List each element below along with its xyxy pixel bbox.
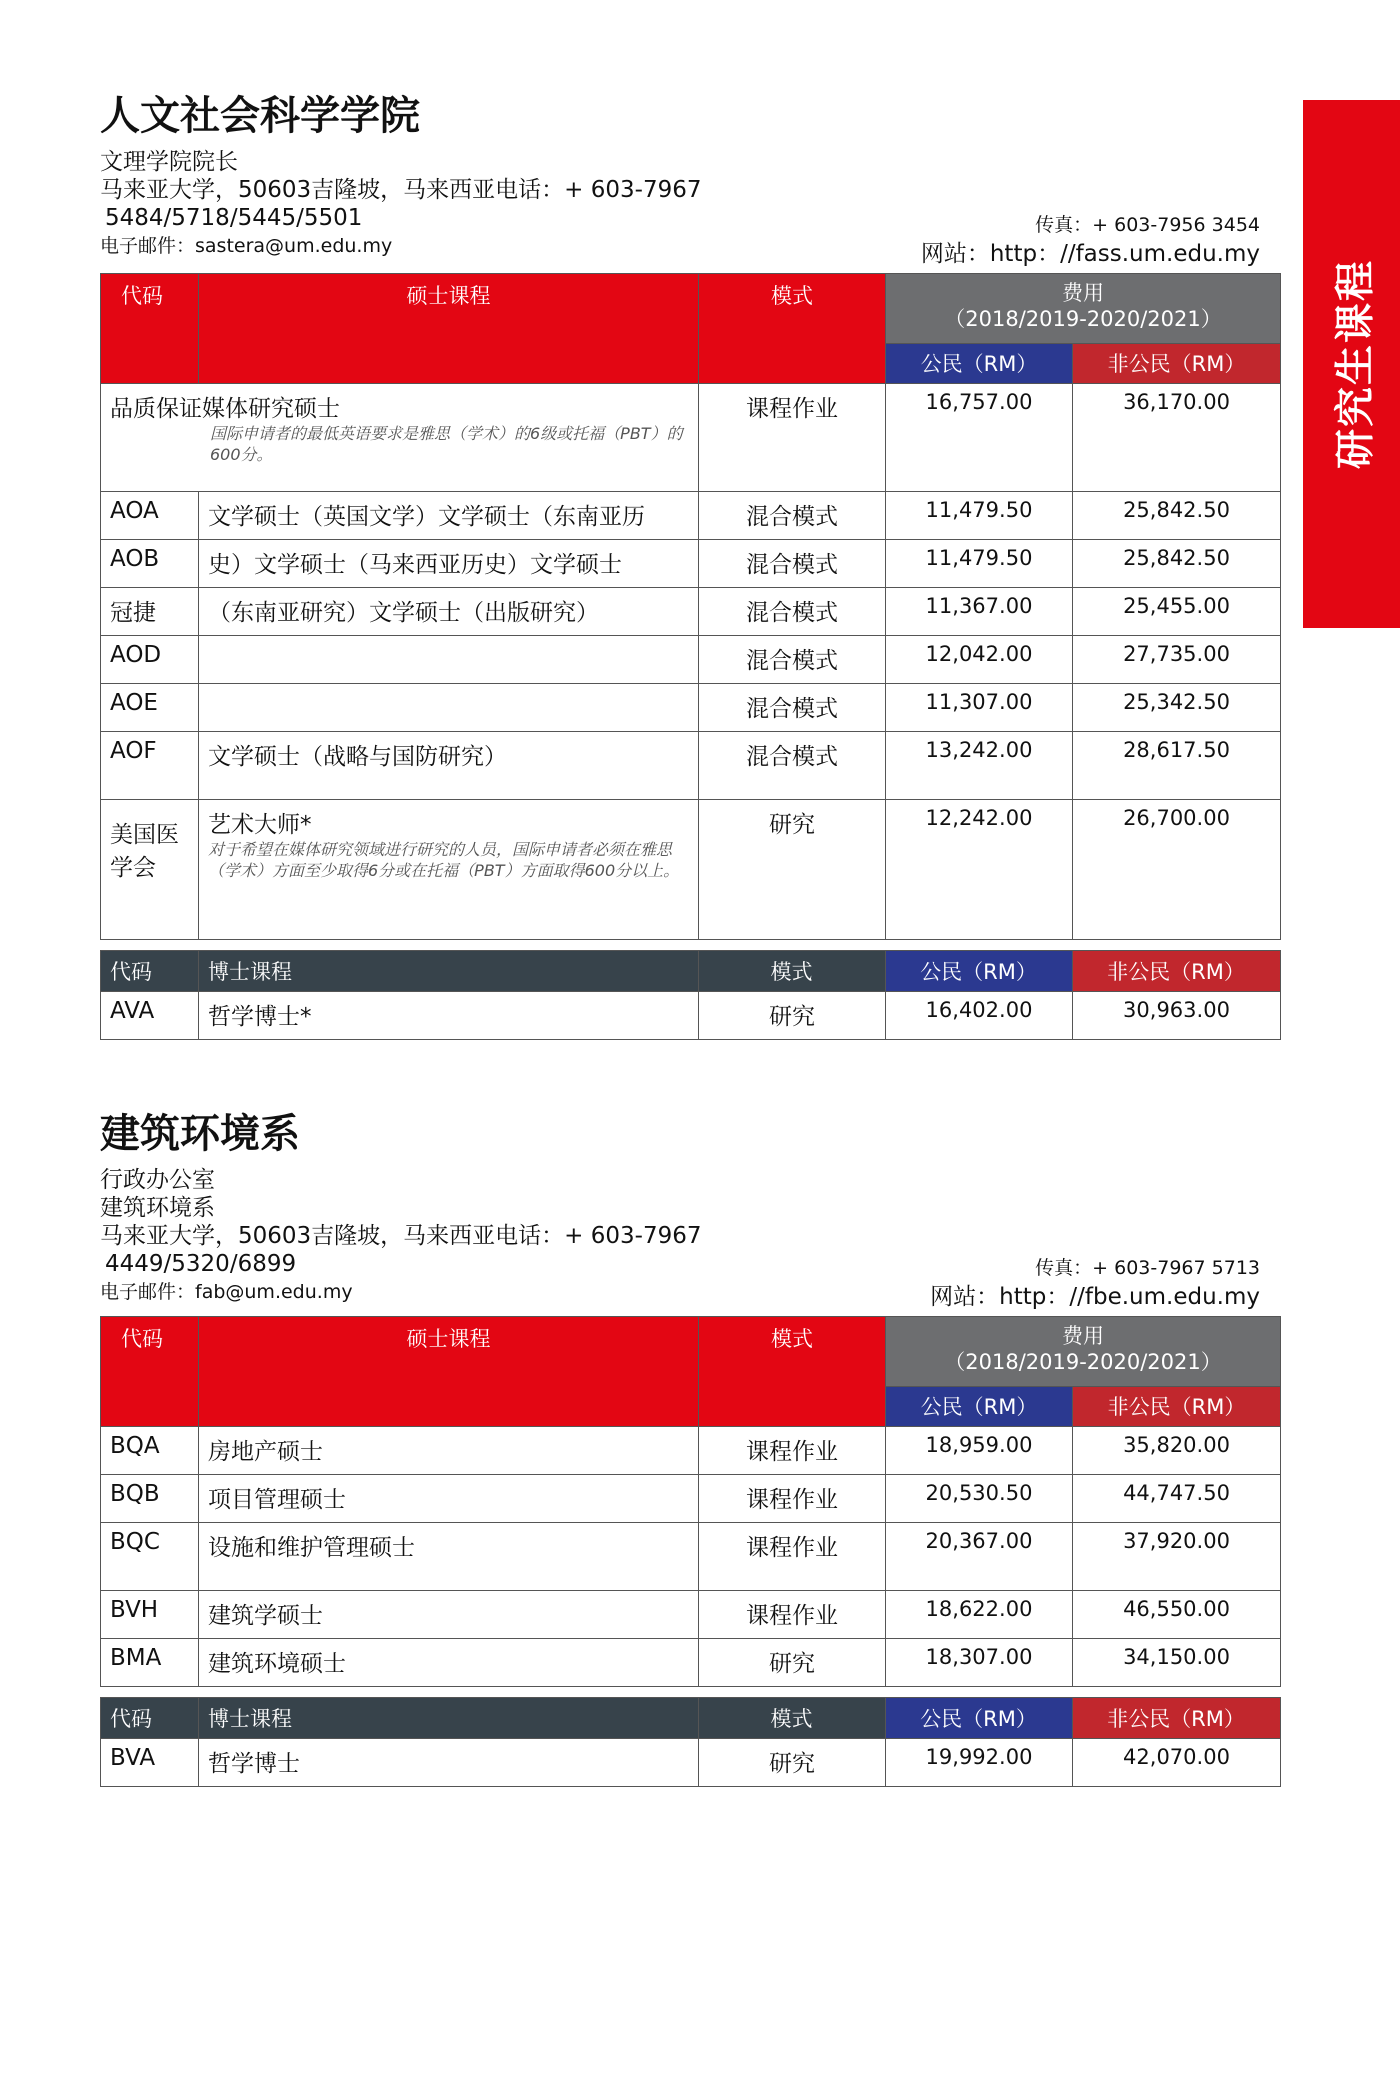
row-code: BVA [101,1739,199,1787]
row-program: 文学硕士（战略与国防研究） [199,732,699,800]
row-non-citizen-fee: 25,842.50 [1073,540,1281,588]
row-note: 国际申请者的最低英语要求是雅思（学术）的6级或托福（PBT）的600分。 [210,424,683,464]
row-program [199,636,699,684]
row-program: 项目管理硕士 [199,1475,699,1523]
col-code: 代码 [101,951,199,992]
row-mode: 混合模式 [699,492,886,540]
row-code: AOF [101,732,199,800]
row-citizen-fee: 11,479.50 [886,540,1073,588]
row-mode: 混合模式 [699,732,886,800]
col-mode: 模式 [699,1317,886,1427]
section-humanities [100,90,1280,1040]
row-citizen-fee: 12,042.00 [886,636,1073,684]
row-code: 品质保证 [110,396,202,422]
row-mode: 课程作业 [699,1475,886,1523]
row-code: BVH [101,1591,199,1639]
section-title: 建筑环境系 [100,1111,300,1157]
row-non-citizen-fee: 25,842.50 [1073,492,1281,540]
row-mode: 混合模式 [699,540,886,588]
row-code: AOE [101,684,199,732]
phd-table [100,1697,1281,1787]
row-citizen-fee: 18,959.00 [886,1427,1073,1475]
side-tab [1303,100,1400,628]
fax-line: 传真：+ 603-7967 5713 [1035,1257,1260,1279]
table-row [101,588,1281,636]
row-citizen-fee: 20,530.50 [886,1475,1073,1523]
col-code: 代码 [101,1698,199,1739]
col-code: 代码 [101,1317,199,1427]
website-link[interactable]: 网站：http：//fass.um.edu.my [920,241,1260,267]
row-program: 媒体研究硕士 [202,396,340,422]
masters-table [100,1316,1281,1687]
row-citizen-fee: 18,622.00 [886,1591,1073,1639]
row-code: BMA [101,1639,199,1687]
col-non-citizen: 非公民（RM） [1073,1387,1281,1427]
row-citizen-fee: 11,367.00 [886,588,1073,636]
table-row [101,1475,1281,1523]
table-row [101,1523,1281,1591]
row-citizen-fee: 16,757.00 [886,384,1073,492]
row-non-citizen-fee: 44,747.50 [1073,1475,1281,1523]
table-row [101,1427,1281,1475]
row-program: 哲学博士 [199,1739,699,1787]
row-non-citizen-fee: 30,963.00 [1073,992,1281,1040]
col-non-citizen: 非公民（RM） [1073,344,1281,384]
row-non-citizen-fee: 36,170.00 [1073,384,1281,492]
row-mode: 混合模式 [699,684,886,732]
row-citizen-fee: 12,242.00 [886,800,1073,940]
row-mode: 混合模式 [699,588,886,636]
col-citizen: 公民（RM） [886,344,1073,384]
info-line: 马来亚大学，50603吉隆坡，马来西亚电话：+ 603-7967 [100,1223,702,1249]
col-citizen: 公民（RM） [886,1387,1073,1427]
info-line: 5484/5718/5445/5501 [105,205,363,231]
info-line: 文理学院院长 [100,149,238,175]
fee-years: （2018/2019-2020/2021） [944,1350,1222,1374]
side-tab-label: 研究生课程 [1332,259,1378,469]
col-program: 博士课程 [199,951,699,992]
row-program: （东南亚研究）文学硕士（出版研究） [199,588,699,636]
col-non-citizen: 非公民（RM） [1073,1698,1281,1739]
row-program [199,684,699,732]
col-mode: 模式 [699,951,886,992]
info-line: 4449/5320/6899 [105,1251,297,1277]
row-mode: 研究 [699,992,886,1040]
row-mode: 课程作业 [699,1427,886,1475]
row-program: 史）文学硕士（马来西亚历史）文学硕士 [199,540,699,588]
row-program: 建筑学硕士 [199,1591,699,1639]
table-row [101,384,1281,492]
website-link[interactable]: 网站：http：//fbe.um.edu.my [930,1284,1260,1310]
row-code: AOA [101,492,199,540]
table-row [101,540,1281,588]
row-code: BQA [101,1427,199,1475]
row-citizen-fee: 16,402.00 [886,992,1073,1040]
row-program: 哲学博士* [199,992,699,1040]
row-citizen-fee: 11,307.00 [886,684,1073,732]
section-title: 人文社会科学学院 [100,93,420,139]
row-code: BQB [101,1475,199,1523]
row-non-citizen-fee: 46,550.00 [1073,1591,1281,1639]
table-row [101,1591,1281,1639]
contact-info [100,148,1280,273]
col-mode: 模式 [699,1698,886,1739]
row-non-citizen-fee: 28,617.50 [1073,732,1281,800]
row-non-citizen-fee: 25,455.00 [1073,588,1281,636]
fee-label: 费用 [1062,1324,1104,1348]
table-row [101,1739,1281,1787]
email-line: 电子邮件：sastera@um.edu.my [100,235,393,257]
row-program: 房地产硕士 [199,1427,699,1475]
row-non-citizen-fee: 26,700.00 [1073,800,1281,940]
row-citizen-fee: 11,479.50 [886,492,1073,540]
col-non-citizen: 非公民（RM） [1073,951,1281,992]
row-non-citizen-fee: 34,150.00 [1073,1639,1281,1687]
row-mode: 课程作业 [699,1591,886,1639]
table-row [101,732,1281,800]
row-non-citizen-fee: 27,735.00 [1073,636,1281,684]
row-program: 文学硕士（英国文学）文学硕士（东南亚历 [199,492,699,540]
row-code: AOB [101,540,199,588]
col-program: 硕士课程 [199,1317,699,1427]
row-non-citizen-fee: 25,342.50 [1073,684,1281,732]
col-mode: 模式 [699,274,886,384]
row-mode: 研究 [699,800,886,940]
contact-info [100,1166,1280,1316]
row-code: 冠捷 [101,588,199,636]
col-fee [886,1317,1281,1387]
col-citizen: 公民（RM） [886,951,1073,992]
row-mode: 课程作业 [699,1523,886,1591]
row-program: 设施和维护管理硕士 [199,1523,699,1591]
col-program: 博士课程 [199,1698,699,1739]
fax-line: 传真：+ 603-7956 3454 [1035,214,1260,236]
row-code: AVA [101,992,199,1040]
col-program: 硕士课程 [199,274,699,384]
row-non-citizen-fee: 37,920.00 [1073,1523,1281,1591]
col-fee [886,274,1281,344]
row-citizen-fee: 13,242.00 [886,732,1073,800]
row-citizen-fee: 18,307.00 [886,1639,1073,1687]
row-note: 对于希望在媒体研究领域进行研究的人员，国际申请者必须在雅思（学术）方面至少取得6分或在托福（PBT）方面取得600分以上。 [208,840,680,880]
row-mode: 混合模式 [699,636,886,684]
row-code: 美国医学会 [101,800,199,940]
email-line: 电子邮件：fab@um.edu.my [100,1281,353,1303]
row-mode: 课程作业 [699,384,886,492]
row-citizen-fee: 20,367.00 [886,1523,1073,1591]
fee-years: （2018/2019-2020/2021） [944,307,1222,331]
row-non-citizen-fee: 42,070.00 [1073,1739,1281,1787]
row-code: AOD [101,636,199,684]
table-row [101,992,1281,1040]
info-line: 马来亚大学，50603吉隆坡，马来西亚电话：+ 603-7967 [100,177,702,203]
row-mode: 研究 [699,1739,886,1787]
table-row [101,1639,1281,1687]
section-built-environment [100,1108,1280,1787]
info-line: 建筑环境系 [100,1195,215,1221]
row-mode: 研究 [699,1639,886,1687]
masters-table [100,273,1281,940]
table-row [101,684,1281,732]
row-code: BQC [101,1523,199,1591]
info-line: 行政办公室 [100,1167,215,1193]
table-row [101,492,1281,540]
table-row [101,636,1281,684]
col-citizen: 公民（RM） [886,1698,1073,1739]
col-code: 代码 [101,274,199,384]
row-program: 艺术大师* [208,812,312,838]
row-non-citizen-fee: 35,820.00 [1073,1427,1281,1475]
fee-label: 费用 [1062,281,1104,305]
row-citizen-fee: 19,992.00 [886,1739,1073,1787]
phd-table [100,950,1281,1040]
table-row [101,800,1281,940]
row-program: 建筑环境硕士 [199,1639,699,1687]
